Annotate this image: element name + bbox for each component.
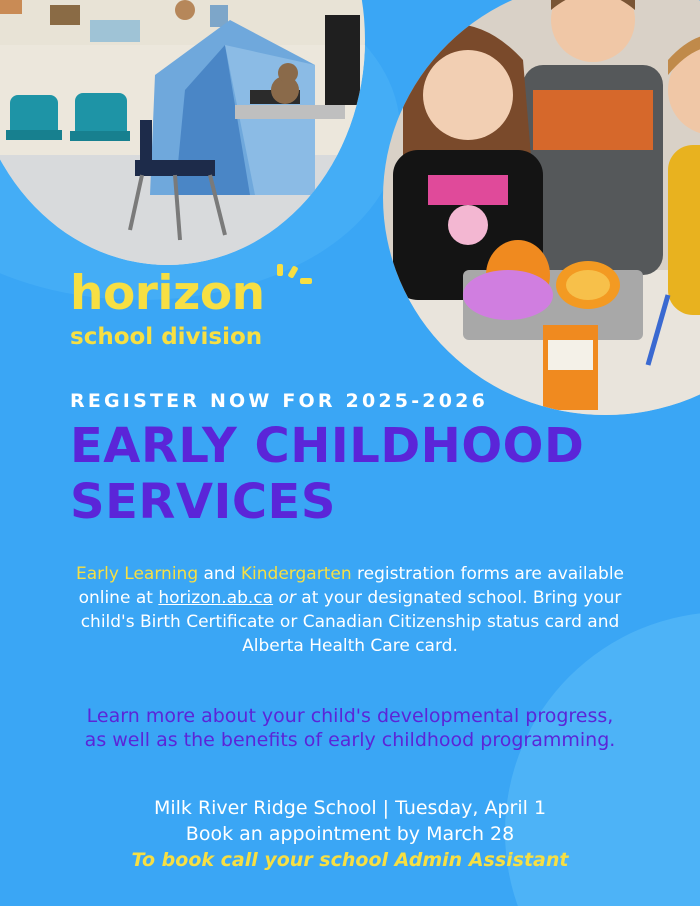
- title-line-2: SERVICES: [70, 474, 336, 530]
- event-info: [60, 795, 640, 873]
- body-text-part-1: registration forms are available online at: [78, 564, 625, 608]
- call-to-action: To book call your school Admin Assistant: [131, 849, 569, 871]
- logo-wordmark: horizon: [70, 266, 265, 321]
- body-text-part-2: at your designated school. Bring your child's Birth Certificate or Canadian Citizenship status card and Alberta Health Care card.: [80, 588, 622, 656]
- website-link[interactable]: horizon.ab.ca: [158, 588, 274, 608]
- and-text: and: [198, 564, 241, 584]
- event-deadline: Book an appointment by March 28: [185, 823, 515, 845]
- sunburst-icon: [276, 264, 316, 294]
- registration-info: [50, 562, 650, 658]
- kindergarten-highlight: Kindergarten: [240, 564, 352, 584]
- page-title: [70, 418, 584, 530]
- register-heading: REGISTER NOW FOR 2025-2026: [70, 390, 488, 412]
- event-location-date: Milk River Ridge School | Tuesday, April 1: [153, 797, 547, 819]
- title-line-1: EARLY CHILDHOOD: [70, 418, 585, 474]
- horizon-logo: [70, 268, 265, 352]
- learn-more-text: Learn more about your child's developmental progress, as well as the benefits of early childhood programming.: [84, 705, 616, 751]
- early-learning-highlight: Early Learning: [75, 564, 199, 584]
- logo-subtitle: school division: [70, 324, 263, 350]
- children-experiment-photo: [383, 0, 700, 415]
- or-text: or: [273, 588, 296, 608]
